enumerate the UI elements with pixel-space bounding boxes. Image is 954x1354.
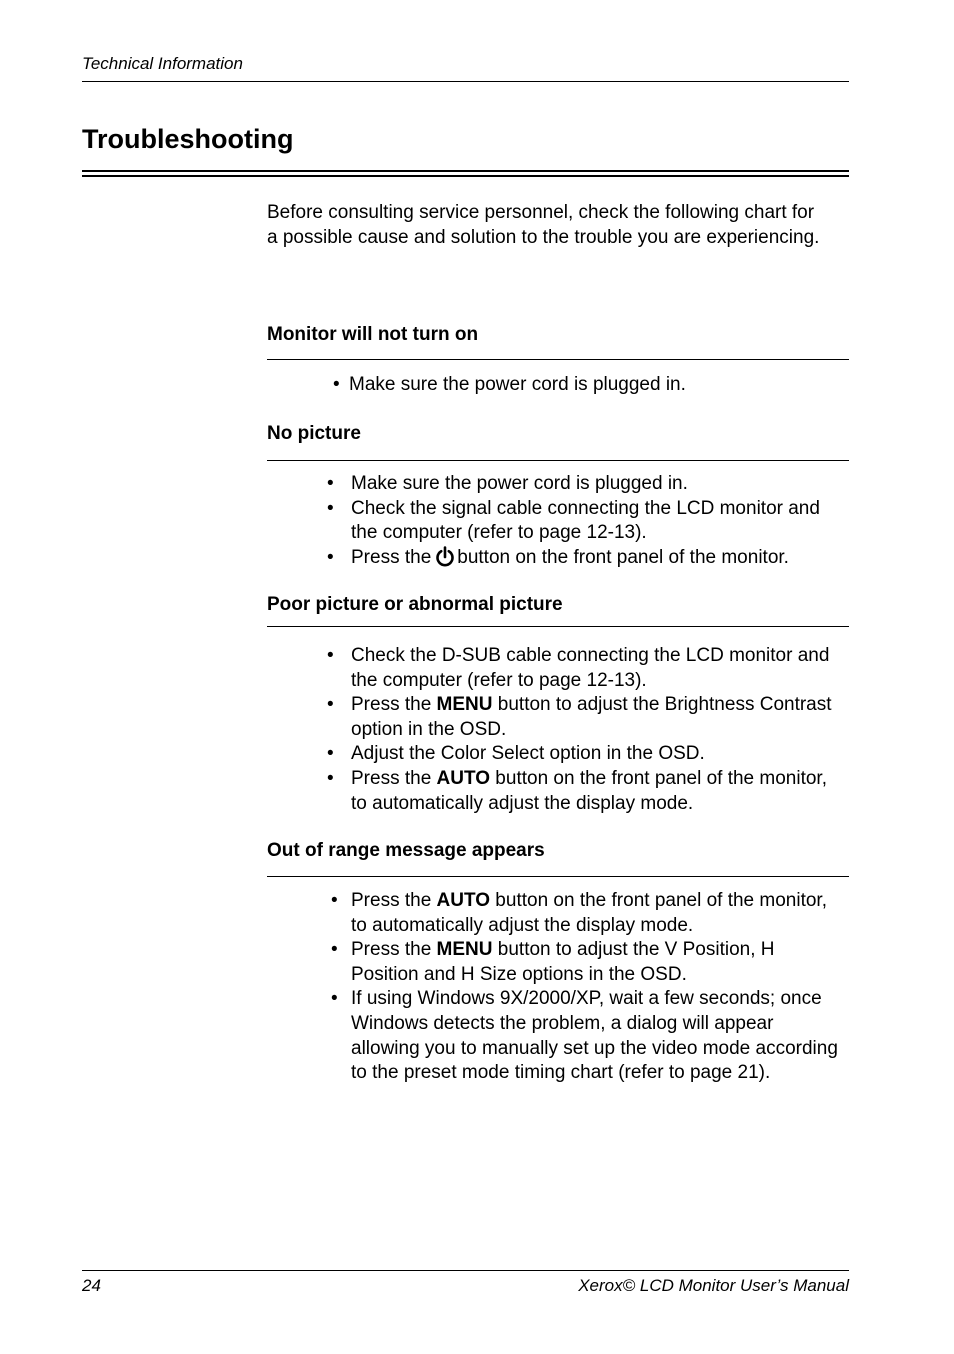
list-item xyxy=(327,497,842,546)
manual-title: Xerox© LCD Monitor User’s Manual xyxy=(578,1276,849,1295)
page-title: Troubleshooting xyxy=(82,124,294,154)
list-item-text: Make sure the power cord is plugged in. xyxy=(351,473,688,494)
section-heading-no-picture: No picture xyxy=(267,423,361,444)
list-item-text-post: button on the front panel of the monitor. xyxy=(457,546,789,568)
list-item-text-post: button on the front panel of the monitor, to automatically adjust the display mode. xyxy=(351,890,827,936)
section-list-no-picture xyxy=(327,472,842,570)
intro-block xyxy=(267,201,849,250)
list-item-text: Adjust the Color Select option in the OSD. xyxy=(351,743,705,765)
bullet: • xyxy=(327,546,334,568)
page-number: 24 xyxy=(82,1276,101,1295)
bullet: • xyxy=(327,645,334,666)
bullet: • xyxy=(333,374,340,395)
list-item xyxy=(327,693,842,742)
menu-button-label: MENU xyxy=(436,939,493,961)
bullet: • xyxy=(331,890,338,911)
list-item-text-post: button to adjust the Brightness Contrast option in the OSD. xyxy=(351,694,832,740)
list-item xyxy=(327,889,842,938)
list-item-text-pre: Press the xyxy=(351,546,432,568)
intro-paragraph: Before consulting service personnel, check the following chart for a possible cause and solution to the trouble you are experiencing. xyxy=(267,202,820,248)
bullet: • xyxy=(327,694,334,716)
footer-rule xyxy=(82,1270,849,1271)
list-item-text: If using Windows 9X/2000/XP, wait a few seconds; once Windows detects the problem, a dialog will appear allowing you to manually set up the video mode according to the preset mode timing chart (refer to page 21). xyxy=(351,988,838,1084)
menu-button-label: MENU xyxy=(436,694,493,716)
list-item-text: Check the D-SUB cable connecting the LCD monitor and the computer (refer to page 12-13). xyxy=(351,645,830,691)
section-heading-no-power: Monitor will not turn on xyxy=(267,324,479,345)
bullet: • xyxy=(331,939,338,961)
list-item xyxy=(327,767,842,816)
section-rule xyxy=(267,876,849,877)
power-icon xyxy=(435,546,455,568)
list-item-text-post: button on the front panel of the monitor, to automatically adjust the display mode. xyxy=(351,767,827,814)
list-item xyxy=(327,472,842,497)
title-rule-upper xyxy=(82,170,849,172)
list-item xyxy=(327,938,842,987)
list-item xyxy=(327,546,842,571)
title-rule-lower xyxy=(82,175,849,177)
section-list-out-of-range xyxy=(327,889,842,1086)
section-rule xyxy=(267,359,849,360)
auto-button-label: AUTO xyxy=(436,890,491,911)
section-list-poor-picture xyxy=(327,644,842,816)
list-item xyxy=(327,742,842,767)
list-item-text-post: button to adjust the V Position, H Position and H Size options in the OSD. xyxy=(351,939,775,985)
list-item-text-pre: Press the xyxy=(351,939,437,961)
bullet: • xyxy=(327,473,334,494)
list-item xyxy=(327,987,842,1085)
list-item-text: Check the signal cable connecting the LCD monitor and the computer (refer to page 12-13). xyxy=(351,497,820,544)
section-rule xyxy=(267,460,849,461)
list-item-text: Make sure the power cord is plugged in. xyxy=(349,374,686,395)
section-rule xyxy=(267,626,849,627)
bullet: • xyxy=(331,988,338,1010)
list-item xyxy=(327,644,842,693)
section-heading-poor-picture: Poor picture or abnormal picture xyxy=(267,594,563,615)
section-heading-out-of-range: Out of range message appears xyxy=(267,840,545,861)
list-item xyxy=(333,373,848,398)
list-item-text-pre: Press the xyxy=(351,890,437,911)
running-head: Technical Information xyxy=(82,54,243,73)
header-rule xyxy=(82,81,849,82)
list-item-text-pre: Press the xyxy=(351,767,437,789)
section-list-no-power xyxy=(333,373,848,398)
auto-button-label: AUTO xyxy=(436,767,491,789)
bullet: • xyxy=(327,743,334,765)
bullet: • xyxy=(327,767,334,789)
list-item-text-pre: Press the xyxy=(351,694,437,716)
bullet: • xyxy=(327,497,334,519)
